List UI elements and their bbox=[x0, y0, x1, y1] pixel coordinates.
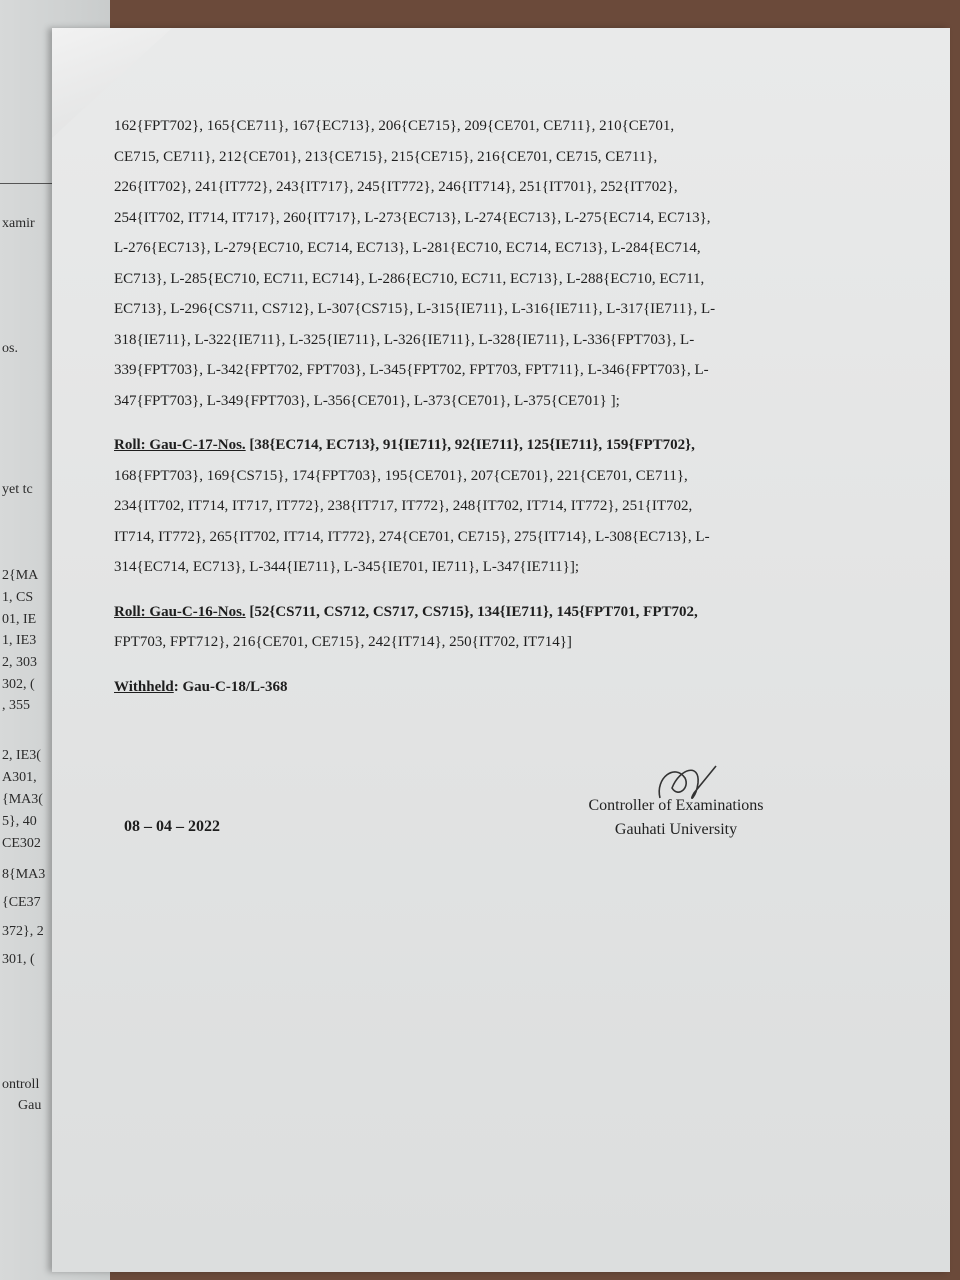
text-line: FPT703, FPT712}, 216{CE701, CE715}, 242{IT714}, 250{IT702, IT714}] bbox=[114, 634, 572, 650]
back-text-fragment: 301, ( bbox=[2, 952, 35, 967]
text-line bbox=[114, 430, 860, 461]
text-line: 339{FPT703}, L-342{FPT702, FPT703}, L-345{FPT702, FPT703, FPT711}, L-346{FPT703}, L- bbox=[114, 362, 709, 378]
back-text-fragment: 372}, 2 bbox=[2, 924, 44, 939]
continuation-block bbox=[114, 111, 860, 416]
text-line: 226{IT702}, 241{IT772}, 243{IT717}, 245{IT772}, 246{IT714}, 251{IT701}, 252{IT702}, bbox=[114, 179, 678, 195]
back-text-fragment: {CE37 bbox=[2, 895, 41, 910]
roll-label: Roll: Gau-C-17-Nos. bbox=[114, 437, 246, 453]
back-text-fragment: os. bbox=[2, 341, 18, 356]
back-text-fragment: 8{MA3 bbox=[2, 867, 46, 882]
text-line: 318{IE711}, L-322{IE711}, L-325{IE711}, L-326{IE711}, L-328{IE711}, L-336{FPT703}, L- bbox=[114, 331, 695, 348]
text-line bbox=[114, 597, 860, 628]
back-text-fragment: 2, 303 bbox=[2, 655, 37, 670]
text-line: 347{FPT703}, L-349{FPT703}, L-356{CE701}, L-373{CE701}, L-375{CE701} ]; bbox=[114, 392, 620, 409]
back-text-fragment: 5}, 40 bbox=[2, 814, 37, 829]
roll-entries: [52{CS711, CS712, CS717, CS715}, 134{IE711}, 145{FPT701, FPT702, bbox=[249, 603, 698, 620]
text-line: 168{FPT703}, 169{CS715}, 174{FPT703}, 195{CE701}, 207{CE701}, 221{CE701, CE711}, bbox=[114, 467, 688, 484]
roll-17-block bbox=[114, 430, 860, 583]
back-text-fragment: 2{MA bbox=[2, 568, 39, 583]
text-line: L-276{EC713}, L-279{EC710, EC714, EC713}, L-281{EC710, EC714, EC713}, L-284{EC714, bbox=[114, 240, 701, 256]
back-text-fragment: , 355 bbox=[2, 698, 30, 713]
roll-16-block bbox=[114, 597, 860, 658]
text-line: 162{FPT702}, 165{CE711}, 167{EC713}, 206{CE715}, 209{CE701, CE711}, 210{CE701, bbox=[114, 118, 675, 134]
text-line: CE715, CE711}, 212{CE701}, 213{CE715}, 215{CE715}, 216{CE701, CE715, CE711}, bbox=[114, 148, 658, 165]
back-text-fragment: {MA3( bbox=[2, 792, 43, 807]
withheld-block bbox=[114, 672, 860, 703]
text-line: 314{EC714, EC713}, L-344{IE711}, L-345{IE701, IE711}, L-347{IE711}]; bbox=[114, 559, 580, 575]
text-line: EC713}, L-285{EC710, EC711, EC714}, L-286{EC710, EC711, EC713}, L-288{EC710, EC711, bbox=[114, 270, 705, 287]
document-page bbox=[52, 28, 950, 1272]
issue-date: 08 – 04 – 2022 bbox=[124, 818, 220, 835]
signatory-title: Controller of Examinations bbox=[588, 797, 764, 814]
institution-name: Gauhati University bbox=[614, 821, 738, 838]
back-text-fragment: 1, CS bbox=[2, 590, 34, 605]
text-line: 254{IT702, IT714, IT717}, 260{IT717}, L-273{EC713}, L-274{EC713}, L-275{EC714, EC713}, bbox=[114, 209, 711, 226]
back-text-fragment: A301, bbox=[2, 770, 37, 785]
withheld-value: : Gau-C-18/L-368 bbox=[173, 678, 288, 695]
back-text-fragment: ontroll bbox=[2, 1077, 40, 1092]
back-text-fragment: 1, IE3 bbox=[2, 633, 37, 648]
text-line: 234{IT702, IT714, IT717, IT772}, 238{IT717, IT772}, 248{IT702, IT714, IT772}, 251{IT702, bbox=[114, 498, 693, 514]
back-text-fragment: xamir bbox=[2, 216, 35, 231]
back-text-fragment: yet tc bbox=[2, 482, 33, 497]
back-text-fragment: 2, IE3( bbox=[2, 748, 41, 763]
back-text-fragment: Gau bbox=[18, 1098, 42, 1113]
text-line: EC713}, L-296{CS711, CS712}, L-307{CS715}, L-315{IE711}, L-316{IE711}, L-317{IE711}, L- bbox=[114, 301, 716, 317]
signature-block bbox=[576, 794, 776, 842]
back-text-fragment: CE302 bbox=[2, 836, 41, 851]
roll-label: Roll: Gau-C-16-Nos. bbox=[114, 603, 246, 620]
withheld-label: Withheld bbox=[114, 678, 174, 695]
text-line: IT714, IT772}, 265{IT702, IT714, IT772}, 274{CE701, CE715}, 275{IT714}, L-308{EC713}, L- bbox=[114, 528, 710, 545]
back-text-fragment: 01, IE bbox=[2, 612, 37, 627]
text-line bbox=[114, 672, 860, 703]
result-list bbox=[114, 111, 860, 716]
roll-entries: [38{EC714, EC713}, 91{IE711}, 92{IE711}, 125{IE711}, 159{FPT702}, bbox=[249, 437, 695, 453]
divider bbox=[0, 183, 60, 184]
back-text-fragment: 302, ( bbox=[2, 677, 35, 692]
